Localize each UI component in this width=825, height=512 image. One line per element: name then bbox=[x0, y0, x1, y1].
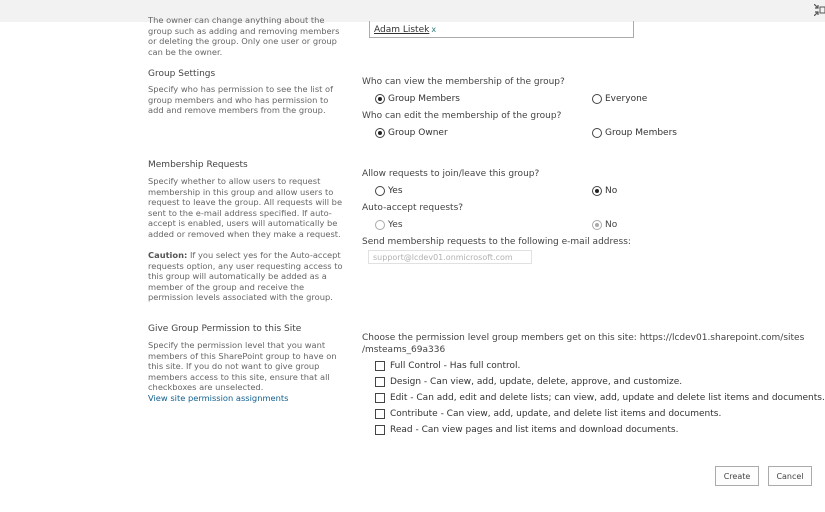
permission-description: Specify the permission level that you want members of this SharePoint group to have on this site. If you do not want to give group members access to this site, ensure that all checkboxes are unselected. bbox=[148, 340, 337, 393]
allow-yes-label: Yes bbox=[388, 186, 403, 196]
auto-accept-yes-radio[interactable] bbox=[375, 220, 403, 230]
view-everyone-radio[interactable] bbox=[592, 94, 647, 104]
owner-name[interactable]: Adam Listek bbox=[374, 25, 430, 35]
radio-icon[interactable] bbox=[375, 186, 385, 196]
edit-group-owner-radio[interactable] bbox=[375, 128, 448, 138]
view-group-members-label: Group Members bbox=[388, 94, 460, 104]
radio-icon[interactable] bbox=[592, 220, 602, 230]
view-group-members-radio[interactable] bbox=[375, 94, 460, 104]
email-label: Send membership requests to the following e-mail address: bbox=[362, 237, 631, 247]
view-permission-assignments-link[interactable]: View site permission assignments bbox=[148, 393, 289, 403]
read-label: Read - Can view pages and list items and download documents. bbox=[390, 425, 679, 435]
edit-label: Edit - Can add, edit and delete lists; can view, add, update and delete list items and documents. bbox=[390, 393, 825, 403]
create-button[interactable]: Create bbox=[715, 466, 759, 486]
contribute-label: Contribute - Can view, add, update, and delete list items and documents. bbox=[390, 409, 722, 419]
checkbox-icon[interactable] bbox=[375, 425, 385, 435]
radio-icon[interactable] bbox=[375, 220, 385, 230]
permission-full-control-checkbox[interactable] bbox=[375, 361, 520, 371]
edit-membership-question: Who can edit the membership of the group? bbox=[362, 111, 562, 121]
membership-requests-description: Specify whether to allow users to request membership in this group and allow users to request to leave the group. All requests will be sent to the e-mail address specified. If auto-accept is enabled, users will automatically be added or removed when they make a request. bbox=[148, 176, 343, 239]
permission-prompt-line2: /msteams_69a336 bbox=[362, 345, 446, 355]
top-bar bbox=[0, 0, 825, 22]
radio-icon[interactable] bbox=[375, 128, 385, 138]
group-settings-title: Group Settings bbox=[148, 69, 216, 79]
email-input[interactable]: support@lcdev01.onmicrosoft.com bbox=[368, 250, 532, 264]
allow-no-label: No bbox=[605, 186, 618, 196]
caution-label: Caution: bbox=[148, 250, 188, 260]
view-everyone-label: Everyone bbox=[605, 94, 648, 104]
allow-requests-no-radio[interactable] bbox=[592, 186, 617, 196]
caution-text: If you select yes for the Auto-accept requests option, any user requesting access to this group will automatically be added as a member of the group and receive the permission levels associated with the group. bbox=[148, 250, 343, 303]
design-label: Design - Can view, add, update, delete, approve, and customize. bbox=[390, 377, 683, 387]
allow-requests-yes-radio[interactable] bbox=[375, 186, 403, 196]
full-control-label: Full Control - Has full control. bbox=[390, 361, 521, 371]
checkbox-icon[interactable] bbox=[375, 393, 385, 403]
radio-icon[interactable] bbox=[375, 94, 385, 104]
auto-yes-label: Yes bbox=[388, 220, 403, 230]
view-membership-question: Who can view the membership of the group? bbox=[362, 77, 565, 87]
collapse-screen-icon[interactable] bbox=[814, 4, 825, 16]
auto-accept-question: Auto-accept requests? bbox=[362, 203, 464, 213]
permission-title: Give Group Permission to this Site bbox=[148, 324, 302, 334]
auto-no-label: No bbox=[605, 220, 618, 230]
caution-note bbox=[148, 250, 346, 303]
edit-group-members-radio[interactable] bbox=[592, 128, 677, 138]
owner-entity[interactable] bbox=[374, 25, 436, 35]
edit-group-members-label: Group Members bbox=[605, 128, 677, 138]
radio-icon[interactable] bbox=[592, 128, 602, 138]
membership-requests-title: Membership Requests bbox=[148, 160, 248, 170]
permission-contribute-checkbox[interactable] bbox=[375, 409, 721, 419]
checkbox-icon[interactable] bbox=[375, 361, 385, 371]
permission-edit-checkbox[interactable] bbox=[375, 393, 825, 403]
auto-accept-no-radio[interactable] bbox=[592, 220, 617, 230]
checkbox-icon[interactable] bbox=[375, 409, 385, 419]
permission-design-checkbox[interactable] bbox=[375, 377, 682, 387]
remove-owner-icon[interactable]: x bbox=[431, 25, 437, 34]
cancel-button[interactable]: Cancel bbox=[768, 466, 812, 486]
owner-description: The owner can change anything about the group such as adding and removing members or deleting the group. Only one user or group can be the owner. bbox=[148, 15, 340, 57]
group-settings-description: Specify who has permission to see the list of group members and who has permission to add and remove members from the group. bbox=[148, 84, 334, 116]
radio-icon[interactable] bbox=[592, 186, 602, 196]
permission-read-checkbox[interactable] bbox=[375, 425, 678, 435]
radio-icon[interactable] bbox=[592, 94, 602, 104]
checkbox-icon[interactable] bbox=[375, 377, 385, 387]
edit-group-owner-label: Group Owner bbox=[388, 128, 448, 138]
permission-prompt-line1: Choose the permission level group members get on this site: https://lcdev01.sharepoint.com/sites bbox=[362, 333, 805, 343]
allow-requests-question: Allow requests to join/leave this group? bbox=[362, 169, 540, 179]
